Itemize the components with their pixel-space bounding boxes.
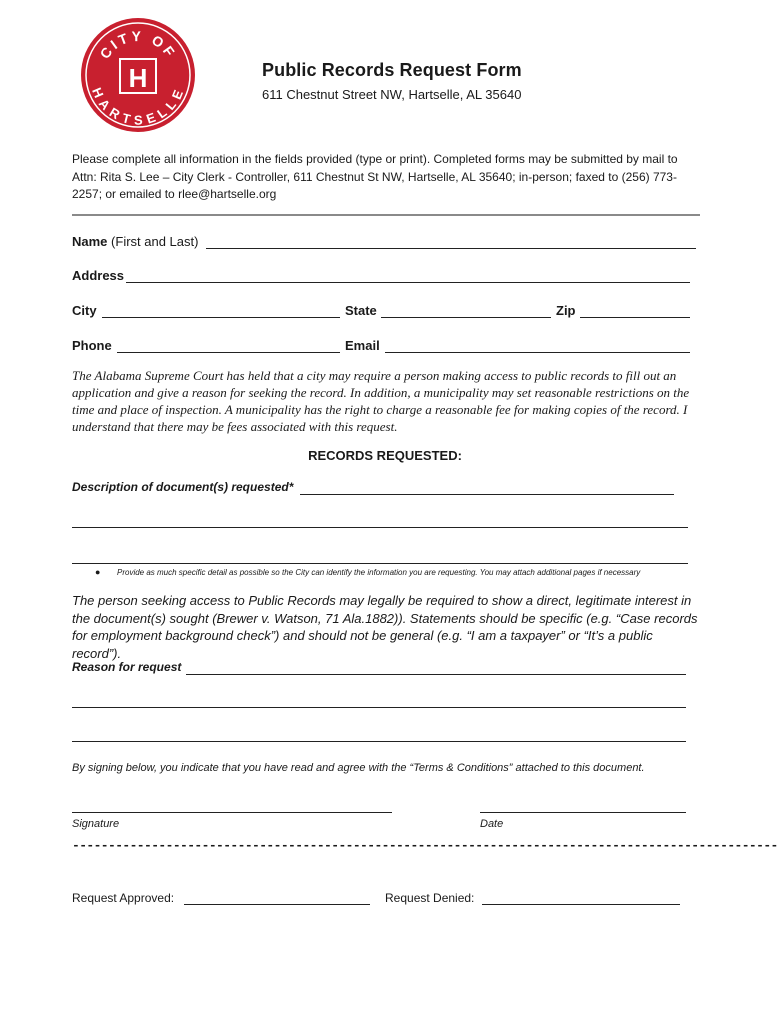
description-line-1[interactable] xyxy=(300,494,674,495)
name-field-label xyxy=(72,234,198,249)
intro-instructions: Please complete all information in the fields provided (type or print). Completed forms may be submitted by mail to Attn: Rita S. Lee – City Clerk - Controller, 611 Chestnut St NW, Hartselle, AL 35640; in-person; faxed to (256) 773-2257; or emailed to rlee@hartselle.org xyxy=(72,152,678,201)
reason-line-2[interactable] xyxy=(72,707,686,708)
signature-label: Signature xyxy=(72,818,120,830)
reason-label: Reason for request xyxy=(72,660,182,674)
city-address: 611 Chestnut Street NW, Hartselle, AL 35640 xyxy=(262,87,522,102)
zip-label: Zip xyxy=(556,303,576,318)
reason-line-3[interactable] xyxy=(72,741,686,742)
zip-line[interactable] xyxy=(580,317,690,318)
date-label: Date xyxy=(480,818,504,830)
phone-line[interactable] xyxy=(117,352,340,353)
phone-label: Phone xyxy=(72,338,112,353)
legal-interest-text: The person seeking access to Public Records may legally be required to show a direct, legitimate interest in the document(s) sought (Brewer v. Watson, 71 Ala.1882)). Statements should be specific (e.g. “Case records for employment background check”) and should not be general (e.g. “I am a taxpayer” or “It’s a public record”). xyxy=(72,593,698,661)
state-label: State xyxy=(345,303,377,318)
signing-agreement-note: By signing below, you indicate that you have read and agree with the “Terms & Conditions” attached to this document. xyxy=(72,762,645,774)
name-line[interactable] xyxy=(206,248,696,249)
header-divider xyxy=(72,214,700,216)
city-seal-logo xyxy=(80,17,196,133)
email-line[interactable] xyxy=(385,352,690,353)
detail-note: Provide as much specific detail as possible so the City can identify the information you are requesting. You may attach additional pages if necessary xyxy=(117,568,641,577)
reason-line-1[interactable] xyxy=(186,674,686,675)
description-line-2[interactable] xyxy=(72,527,688,528)
bullet-icon: ● xyxy=(95,567,101,577)
signature-line[interactable] xyxy=(72,812,392,813)
seal-top-text: CITY OF xyxy=(96,27,180,62)
description-line-3[interactable] xyxy=(72,563,688,564)
request-denied-label: Request Denied: xyxy=(385,891,475,905)
address-label: Address xyxy=(72,268,125,283)
state-line[interactable] xyxy=(381,317,551,318)
city-label: City xyxy=(72,303,97,318)
seal-graphic xyxy=(80,17,196,133)
name-label: Name xyxy=(72,234,108,249)
approved-line[interactable] xyxy=(184,904,370,905)
description-label: Description of document(s) requested* xyxy=(72,480,294,494)
form-title: Public Records Request Form xyxy=(262,60,522,80)
city-line[interactable] xyxy=(102,317,340,318)
name-hint: (First and Last) xyxy=(111,234,199,249)
records-requested-heading: RECORDS REQUESTED: xyxy=(308,448,462,463)
seal-emblem: H xyxy=(128,63,148,93)
date-line[interactable] xyxy=(480,812,686,813)
seal-bottom-text: HARTSELLE xyxy=(89,85,187,128)
address-line[interactable] xyxy=(126,282,690,283)
request-approved-label: Request Approved: xyxy=(72,891,175,905)
email-label: Email xyxy=(345,338,380,353)
dashed-separator: -------------------------------------------------------------------------------------------------- xyxy=(72,838,778,853)
alabama-court-notice: The Alabama Supreme Court has held that a city may require a person making access to public records to fill out an application and give a reason for seeking the record. In addition, a municipality may set reasonable restrictions on the time and place of inspection. A municipality has the right to charge a reasonable fee for making copies of the record. I understand that there may be fees associated with this request. xyxy=(72,368,690,434)
denied-line[interactable] xyxy=(482,904,680,905)
